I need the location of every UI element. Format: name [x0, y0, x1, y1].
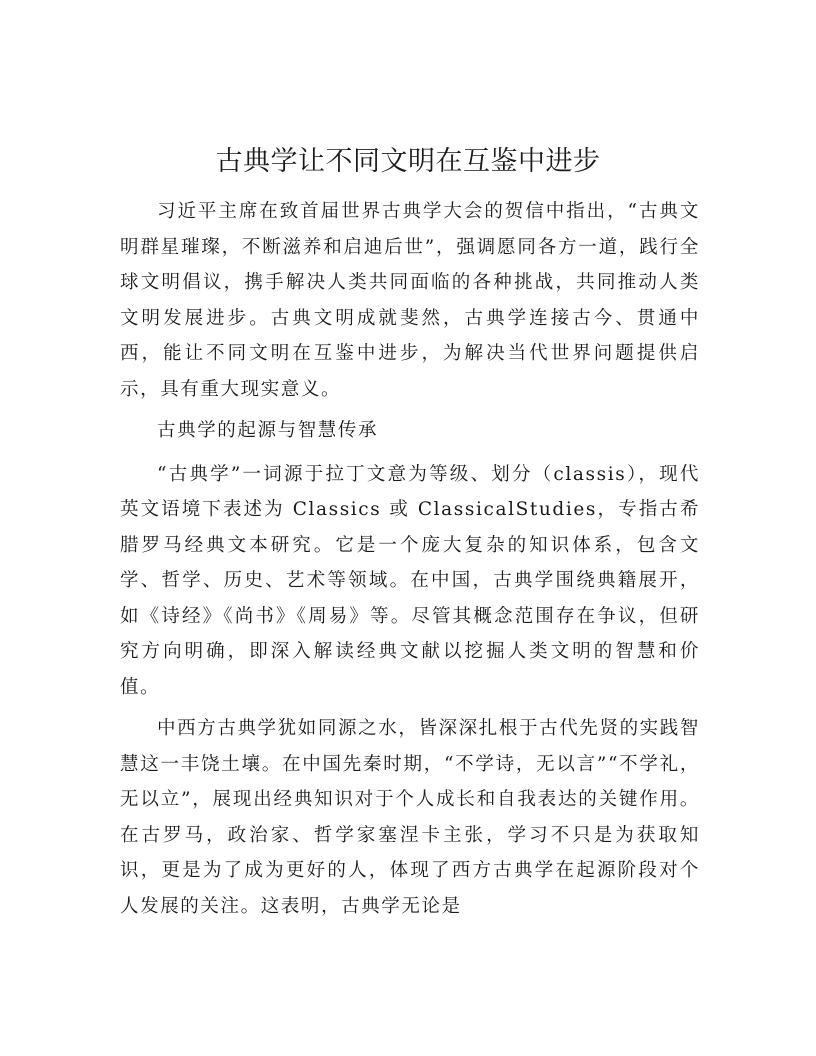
section-heading: 古典学的起源与智慧传承: [157, 420, 379, 441]
paragraph-origins: 中西方古典学犹如同源之水，皆深深扎根于古代先贤的实践智慧这一丰饶土壤。在中国先秦时期，“不学诗，无以言”“不学礼，无以立”，展现出经典知识对于个人成长和自我表达的关键作用。在古罗马，政治家、哲学家塞涅卡主张，学习不只是为获取知识，更是为了成为更好的人，体现了西方古典学在起源阶段对个人发展的关注。这表明，古典学无论是: [120, 718, 700, 917]
document-body: [120, 194, 700, 930]
page-title: 古典学让不同文明在互鉴中进步: [215, 146, 601, 177]
paragraph-definition: “古典学”一词源于拉丁文意为等级、划分（classis），现代英文语境下表述为 Classics 或 ClassicalStudies，专指古希腊罗马经典文本研究。它是一个庞大复杂的知识体系，包含文学、哲学、历史、艺术等领域。在中国，古典学围绕典籍展开，如《诗经》《尚书》《周易》等。尽管其概念范围存在争议，但研究方向明确，即深入解读经典文献以挖掘人类文明的智慧和价值。: [120, 463, 700, 698]
paragraph-intro: 习近平主席在致首届世界古典学大会的贺信中指出，“古典文明群星璀璨，不断滋养和启迪后世”，强调愿同各方一道，践行全球文明倡议，携手解决人类共同面临的各种挑战，共同推动人类文明发展进步。古典文明成就斐然，古典学连接古今、贯通中西，能让不同文明在互鉴中进步，为解决当代世界问题提供启示，具有重大现实意义。: [120, 201, 700, 400]
